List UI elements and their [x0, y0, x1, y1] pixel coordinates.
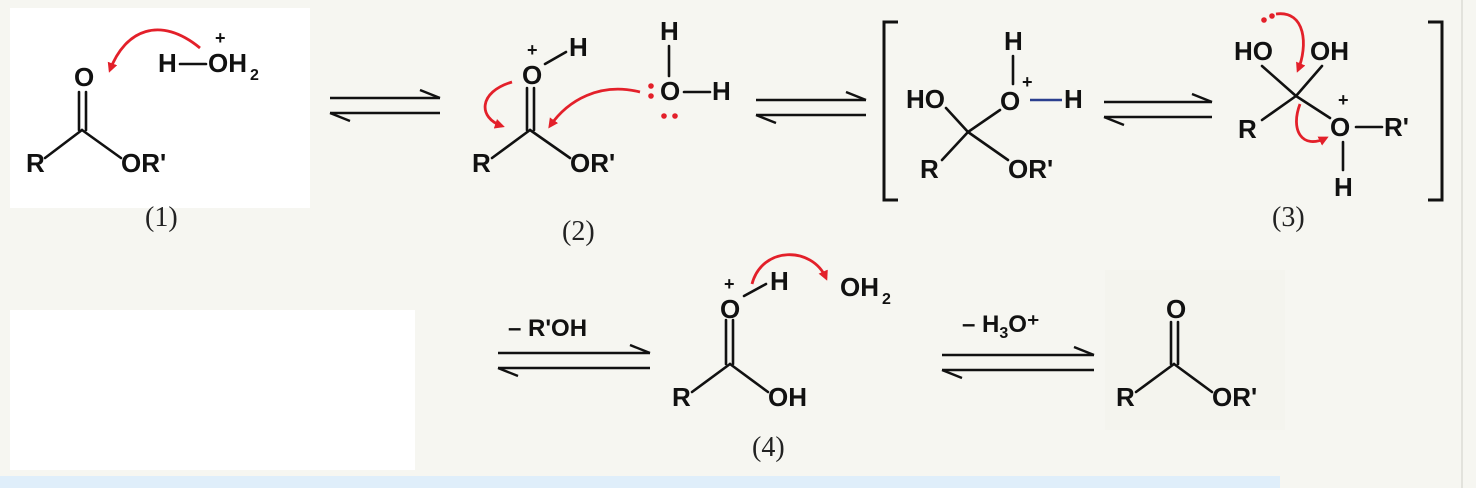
charge-plus: + [215, 28, 226, 48]
atom-OH2: OH [208, 48, 247, 78]
atom-O: O [1330, 112, 1351, 142]
equilibrium-arrow-3 [1104, 94, 1212, 125]
electron-arrow [550, 89, 640, 126]
bond [545, 52, 566, 64]
bond [1262, 66, 1296, 96]
bond [744, 284, 766, 296]
atom-R: R [472, 148, 491, 178]
label-step-4: (4) [752, 432, 785, 463]
subscript-2: 2 [882, 291, 891, 308]
atom-OH: OH [1310, 36, 1349, 66]
bond [492, 130, 530, 158]
structure-2-protonated-ester [472, 32, 615, 178]
atom-H: H [1004, 26, 1023, 56]
structure-4-protonated-acid [672, 266, 807, 412]
lone-pair-dot [1261, 17, 1267, 23]
electron-arrow [485, 82, 512, 126]
atom-OR-prime: OR' [1008, 154, 1054, 184]
atom-R: R [672, 382, 691, 412]
electron-arrow [1276, 14, 1303, 70]
atom-OH2: OH [840, 272, 879, 302]
bracket-close [1428, 22, 1442, 200]
atom-OR-prime: OR' [570, 148, 616, 178]
atom-O: O [522, 60, 543, 90]
background-patch [10, 310, 415, 470]
bond [730, 364, 768, 392]
atom-R: R [1116, 382, 1135, 412]
atom-R: R [26, 148, 45, 178]
atom-HO: HO [1234, 36, 1273, 66]
tetrahedral-intermediate-a [906, 26, 1083, 184]
atom-H: H [660, 16, 679, 46]
atom-H: H [1064, 84, 1083, 114]
bond [942, 132, 968, 160]
atom-OH: OH [768, 382, 807, 412]
bond [946, 108, 968, 132]
label-step-3: (3) [1272, 202, 1305, 233]
atom-O: O [720, 294, 741, 324]
lone-pair-dot [648, 93, 654, 99]
caption-bar [0, 476, 1280, 488]
background-patch [10, 8, 310, 208]
bond [968, 110, 1000, 132]
lone-pair-dot [661, 113, 667, 119]
charge-plus: + [527, 40, 538, 60]
atom-H: H [770, 266, 789, 296]
atom-H: H [1334, 172, 1353, 202]
charge-plus: + [1022, 72, 1033, 92]
atom-H: H [158, 48, 177, 78]
lone-pair-dot [648, 83, 654, 89]
bracket-open [884, 22, 898, 200]
condition-minus-ROH: – R'OH [508, 315, 588, 342]
equilibrium-arrow-1 [330, 90, 440, 121]
atom-H: H [569, 32, 588, 62]
bond [530, 130, 570, 158]
charge-plus: + [1338, 90, 1349, 110]
equilibrium-arrow-2 [756, 92, 866, 123]
atom-R: R [1238, 114, 1257, 144]
electron-arrow [1296, 104, 1326, 142]
charge-plus: + [724, 274, 735, 294]
atom-OR-prime: OR' [121, 148, 167, 178]
atom-R-prime: R' [1384, 112, 1409, 142]
bond [692, 364, 730, 392]
atom-OR-prime: OR' [1212, 382, 1258, 412]
lone-pair-dot [672, 113, 678, 119]
equilibrium-arrow-4 [498, 345, 650, 376]
subscript-2: 2 [250, 67, 259, 84]
atom-R: R [920, 154, 939, 184]
atom-O: O [1000, 86, 1021, 116]
equilibrium-arrow-5 [942, 347, 1094, 378]
atom-HO: HO [906, 84, 945, 114]
bond [968, 132, 1008, 160]
label-step-1: (1) [145, 202, 178, 233]
condition-minus-H3O: – $H_3O^+$ [962, 311, 1040, 342]
bond [1262, 96, 1296, 120]
bond [1296, 96, 1330, 118]
tetrahedral-intermediate-b [1234, 13, 1409, 202]
water-nucleophile [648, 16, 731, 119]
atom-O: O [1166, 294, 1187, 324]
lone-pair-dot [1269, 13, 1275, 19]
atom-O: O [74, 62, 95, 92]
water-product [840, 272, 891, 308]
atom-H: H [712, 76, 731, 106]
atom-O: O [660, 76, 681, 106]
electron-arrow [752, 255, 826, 284]
label-step-2: (2) [562, 216, 595, 247]
bond [1296, 66, 1322, 96]
